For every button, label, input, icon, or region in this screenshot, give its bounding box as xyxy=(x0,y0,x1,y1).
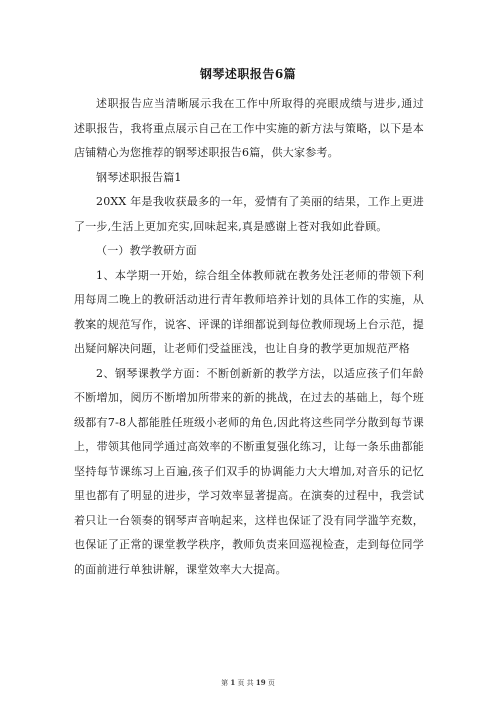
teaching-item-1-paragraph: 1、本学期一开始，综合组全体教师就在教务处汪老师的带领下利用每周二晚上的教研活动进行青年教师培养计划的具体工作的实施，从教案的规范写作，说客、评课的详细都说到每位教师现场上台示范，提出疑问解决问题，让老师们受益匪浅，也让自身的教学更加规范严格 xyxy=(74,268,424,355)
document-title: 钢琴述职报告6篇 xyxy=(199,67,297,81)
footer-prefix: 第 xyxy=(221,679,229,687)
page-footer xyxy=(0,678,496,688)
document-body xyxy=(74,92,424,582)
footer-current-page: 1 xyxy=(230,678,236,687)
intro-paragraph: 述职报告应当清晰展示我在工作中所取得的亮眼成绩与进步,通过述职报告，我将重点展示自己在工作中实施的新方法与策略，以下是本店铺精心为您推荐的钢琴述职报告6篇，供大家参考。 xyxy=(74,97,424,159)
year-summary-paragraph: 20XX 年是我收获最多的一年，爱情有了美丽的结果，工作上更进了一步,生活上更加充实,回味起来,真是感谢上苍对我如此眷顾。 xyxy=(74,195,424,233)
footer-total-pages: 19 xyxy=(255,678,266,687)
footer-suffix: 页 xyxy=(267,679,275,687)
section-heading-report-1: 钢琴述职报告篇1 xyxy=(96,170,182,184)
teaching-item-2-paragraph: 2、钢琴课教学方面：不断创新新的教学方法，以适应孩子们年龄不断增加，阅历不断增加所带来的新的挑战，在过去的基础上，每个班级都有7-8人都能胜任班级小老师的角色,因此将这些同学分散到每节课上，带领其他同学通过高效率的不断重复强化练习，让每一条乐曲都能坚持每节课练习上百遍,孩子们双手的协调能力大大增加,对音乐的记忆里也都有了明显的进步，学习效率显著提高。在演奏的过程中，我尝试着只让一台领奏的钢琴声音响起来，这样也保证了没有同学滥竽充数，也保证了正常的课堂教学秩序，教师负责来回巡视检查，走到每位同学的面前进行单独讲解，课堂效率大大提高。 xyxy=(74,366,424,576)
footer-middle: 页 共 xyxy=(237,679,254,687)
subsection-heading-teaching: （一）教学教研方面 xyxy=(96,244,197,257)
